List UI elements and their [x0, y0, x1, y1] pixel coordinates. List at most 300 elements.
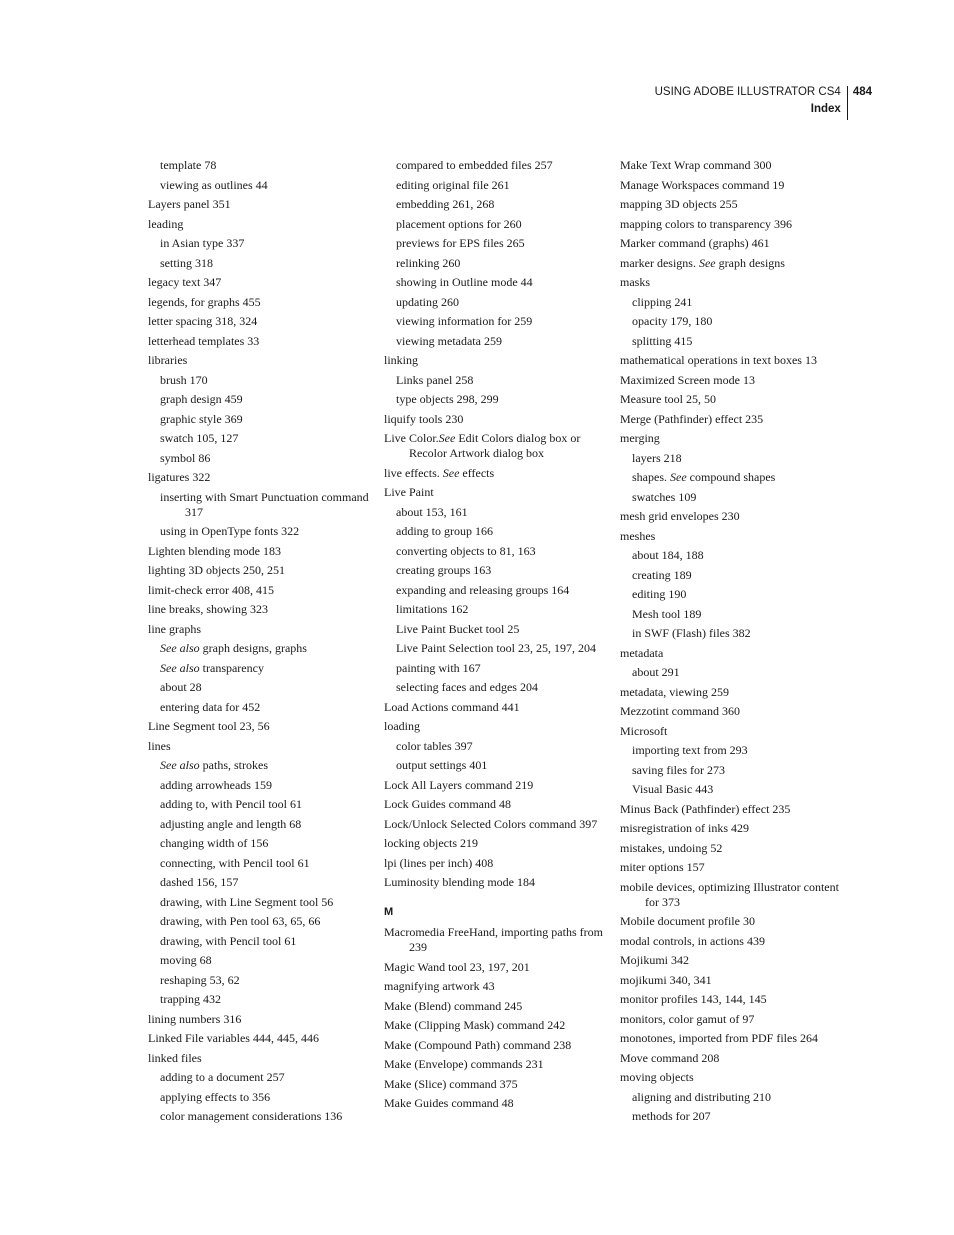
entry-text: mapping colors to transparency 396 [620, 216, 792, 231]
index-entry [620, 431, 840, 446]
index-entry [148, 353, 376, 368]
entry-text: Minus Back (Pathfinder) effect 235 [620, 801, 791, 816]
entry-text: applying effects to 356 [160, 1089, 271, 1104]
index-entry [620, 685, 840, 700]
index-subentry [620, 451, 840, 466]
index-subentry [384, 392, 612, 407]
index-entry [148, 1012, 376, 1027]
index-subentry [384, 314, 612, 329]
entry-text: reshaping 53, 62 [160, 972, 240, 987]
index-entry [148, 295, 376, 310]
index-subentry [384, 758, 612, 773]
index-subentry [620, 626, 840, 641]
entry-text: Mezzotint command 360 [620, 704, 740, 718]
index-entry [384, 1038, 612, 1053]
index-entry [620, 914, 840, 929]
index-letter-heading [384, 905, 612, 920]
index-subentry [148, 392, 376, 407]
entry-text: creating groups 163 [396, 563, 492, 578]
index-subentry [384, 236, 612, 251]
index-subentry [148, 524, 376, 539]
entry-text: magnifying artwork 43 [384, 979, 495, 994]
entry-text: graph designs, graphs [199, 641, 307, 656]
entry-text: lines [148, 738, 171, 753]
index-subentry [148, 1109, 376, 1124]
index-subentry [384, 563, 612, 578]
index-subentry [148, 778, 376, 793]
entry-text: importing text from 293 [632, 743, 748, 757]
index-entry [620, 724, 840, 739]
entry-text: using in OpenType fonts 322 [160, 524, 300, 539]
entry-text: Links panel 258 [396, 372, 474, 387]
index-entry [620, 353, 840, 368]
index-entry [148, 314, 376, 329]
index-subentry [148, 836, 376, 851]
entry-text: leading [148, 216, 184, 231]
entry-text: metadata, viewing 259 [620, 684, 729, 699]
entry-text: Move command 208 [620, 1050, 720, 1065]
entry-text: lpi (lines per inch) 408 [384, 855, 494, 870]
entry-text: liquify tools 230 [384, 411, 464, 426]
entry-text: relinking 260 [396, 255, 461, 270]
entry-text: adjusting angle and length 68 [160, 816, 302, 831]
entry-text: meshes [620, 528, 656, 543]
entry-text: libraries [148, 353, 188, 367]
index-entry [620, 217, 840, 232]
entry-text: mistakes, undoing 52 [620, 840, 723, 855]
index-entry [620, 821, 840, 836]
entry-text: compound shapes [686, 470, 776, 484]
index-subentry [384, 641, 612, 656]
index-entry [384, 431, 612, 461]
index-subentry [620, 665, 840, 680]
see-reference: See [442, 465, 460, 480]
entry-text: Merge (Pathfinder) effect 235 [620, 411, 764, 426]
entry-prefix: shapes. [632, 470, 670, 484]
index-entry [384, 353, 612, 368]
index-entry [620, 992, 840, 1007]
index-entry [384, 485, 612, 500]
entry-text: locking objects 219 [384, 836, 478, 851]
index-subentry [148, 451, 376, 466]
index-subentry [620, 548, 840, 563]
index-subentry [384, 622, 612, 637]
index-entry [620, 934, 840, 949]
entry-text: line graphs [148, 621, 201, 636]
index-subentry [384, 256, 612, 271]
entry-prefix: live effects. [384, 465, 443, 480]
index-entry [384, 856, 612, 871]
entry-text: moving objects [620, 1070, 694, 1085]
index-subentry [384, 158, 612, 173]
index-entry [148, 334, 376, 349]
entry-text: Lock All Layers command 219 [384, 777, 534, 792]
index-entry [620, 953, 840, 968]
entry-text: adding to, with Pencil tool 61 [160, 797, 302, 812]
entry-text: Live Paint [384, 485, 434, 500]
entry-text: mathematical operations in text boxes 13 [620, 353, 817, 367]
entry-text: line breaks, showing 323 [148, 602, 268, 617]
entry-text: swatch 105, 127 [160, 431, 239, 445]
entry-prefix: Live Color. [384, 431, 439, 445]
entry-text: Lock/Unlock Selected Colors command 397 [384, 816, 598, 831]
entry-text: legacy text 347 [148, 275, 222, 289]
index-subentry [384, 373, 612, 388]
entry-text: Linked File variables 444, 445, 446 [148, 1031, 319, 1046]
entry-text: letterhead templates 33 [148, 333, 260, 348]
entry-text: monitor profiles 143, 144, 145 [620, 992, 767, 1007]
index-entry [384, 778, 612, 793]
index-entry [384, 979, 612, 994]
index-subentry [620, 568, 840, 583]
index-entry [620, 236, 840, 251]
page-header [655, 84, 872, 120]
document-title: USING ADOBE ILLUSTRATOR CS4 [654, 86, 841, 98]
entry-text: in SWF (Flash) files 382 [632, 626, 751, 640]
entry-text: about 153, 161 [396, 504, 468, 519]
page-number: 484 [852, 86, 872, 98]
see-reference: See also [160, 660, 200, 675]
index-subentry [620, 607, 840, 622]
entry-text: masks [620, 275, 650, 289]
index-subentry [384, 661, 612, 676]
entry-text: Make (Compound Path) command 238 [384, 1037, 572, 1052]
entry-text: adding arrowheads 159 [160, 777, 272, 792]
index-subentry [384, 524, 612, 539]
index-subentry [148, 373, 376, 388]
index-entry [384, 960, 612, 975]
index-subentry [620, 782, 840, 797]
entry-text: dashed 156, 157 [160, 875, 239, 890]
entry-text: converting objects to 81, 163 [396, 543, 536, 558]
entry-text: lighting 3D objects 250, 251 [148, 563, 285, 578]
entry-text: selecting faces and edges 204 [396, 680, 538, 695]
index-subentry [148, 1090, 376, 1105]
entry-text: mapping 3D objects 255 [620, 197, 738, 211]
entry-text: Make (Blend) command 245 [384, 998, 523, 1013]
index-subentry [384, 544, 612, 559]
index-subentry [384, 602, 612, 617]
index-subentry [620, 470, 840, 485]
entry-text: graphic style 369 [160, 411, 243, 426]
entry-text: swatches 109 [632, 489, 697, 504]
entry-text: merging [620, 431, 660, 445]
entry-text: misregistration of inks 429 [620, 821, 749, 835]
entry-text: Mesh tool 189 [632, 606, 702, 621]
entry-text: Lighten blending mode 183 [148, 543, 281, 558]
index-subentry [148, 914, 376, 929]
index-entry [620, 412, 840, 427]
entry-text: Live Paint Selection tool 23, 25, 197, 204 [396, 641, 596, 656]
index-entry [384, 1057, 612, 1072]
entry-text: adding to a document 257 [160, 1070, 285, 1085]
entry-text: graph design 459 [160, 392, 243, 406]
entry-text: methods for 207 [632, 1109, 711, 1124]
index-entry [620, 704, 840, 719]
index-subentry [148, 680, 376, 695]
index-entry [620, 509, 840, 524]
index-entry [148, 602, 376, 617]
index-entry [148, 563, 376, 578]
entry-text: previews for EPS files 265 [396, 236, 525, 250]
index-subentry [384, 334, 612, 349]
entry-text: setting 318 [160, 255, 213, 270]
index-entry [620, 973, 840, 988]
index-entry [148, 739, 376, 754]
entry-text: mesh grid envelopes 230 [620, 509, 740, 523]
index-subentry [384, 505, 612, 520]
index-subentry [384, 583, 612, 598]
index-entry [384, 700, 612, 715]
entry-text: adding to group 166 [396, 524, 493, 539]
entry-text: template 78 [160, 158, 217, 172]
index-entry [148, 719, 376, 734]
entry-text: clipping 241 [632, 294, 693, 309]
entry-text: aligning and distributing 210 [632, 1089, 771, 1104]
entry-text: about 291 [632, 665, 680, 679]
index-entry [620, 373, 840, 388]
entry-text: Macromedia FreeHand, importing paths from 239 [384, 924, 603, 955]
index-entry [384, 999, 612, 1014]
entry-text: monotones, imported from PDF files 264 [620, 1031, 818, 1046]
index-entry [620, 178, 840, 193]
index-subentry [620, 490, 840, 505]
index-entry [384, 817, 612, 832]
entry-text: Maximized Screen mode 13 [620, 372, 755, 387]
entry-text: brush 170 [160, 372, 208, 387]
index-entry [620, 646, 840, 661]
index-subentry [148, 431, 376, 446]
index-subentry [148, 1070, 376, 1085]
entry-text: placement options for 260 [396, 216, 522, 231]
index-entry [384, 466, 612, 481]
entry-text: viewing as outlines 44 [160, 177, 268, 192]
entry-text: editing 190 [632, 587, 687, 601]
index-entry [620, 880, 840, 910]
index-subentry [384, 739, 612, 754]
entry-text: ligatures 322 [148, 470, 211, 484]
entry-text: changing width of 156 [160, 836, 269, 851]
index-entry [620, 1051, 840, 1066]
entry-text: in Asian type 337 [160, 236, 245, 250]
index-entry [148, 470, 376, 485]
entry-text: M [384, 906, 394, 919]
index-entry [384, 1077, 612, 1092]
entry-text: Microsoft [620, 723, 668, 738]
entry-text: Make (Clipping Mask) command 242 [384, 1018, 566, 1033]
entry-text: expanding and releasing groups 164 [396, 582, 570, 597]
index-entry [384, 1018, 612, 1033]
entry-text: transparency [199, 660, 264, 675]
entry-text: modal controls, in actions 439 [620, 933, 765, 948]
entry-text: legends, for graphs 455 [148, 294, 261, 309]
index-subentry [148, 412, 376, 427]
index-column-1 [148, 158, 376, 1129]
entry-text: inserting with Smart Punctuation command 317 [160, 489, 369, 519]
index-subentry [148, 641, 376, 656]
index-subentry [620, 314, 840, 329]
entry-text: drawing, with Pen tool 63, 65, 66 [160, 914, 321, 929]
entry-text: Make (Envelope) commands 231 [384, 1057, 544, 1072]
index-subentry [384, 217, 612, 232]
index-entry [148, 197, 376, 212]
entry-text: connecting, with Pencil tool 61 [160, 855, 310, 870]
entry-text: symbol 86 [160, 450, 211, 465]
index-entry [148, 544, 376, 559]
index-subentry [148, 700, 376, 715]
index-subentry [620, 587, 840, 602]
entry-text: loading [384, 719, 420, 734]
see-reference: See [670, 470, 687, 484]
index-entry [620, 529, 840, 544]
entry-text: Edit Colors dialog box or Recolor Artwork dialog box [409, 431, 581, 461]
index-subentry [620, 743, 840, 758]
entry-text: lining numbers 316 [148, 1011, 242, 1026]
entry-text: viewing information for 259 [396, 314, 533, 328]
index-entry [620, 841, 840, 856]
index-entry [384, 836, 612, 851]
entry-text: trapping 432 [160, 992, 221, 1007]
index-entry [620, 197, 840, 212]
index-entry [384, 797, 612, 812]
index-subentry [620, 1090, 840, 1105]
index-subentry [620, 1109, 840, 1124]
entry-text: about 184, 188 [632, 548, 704, 562]
index-column-2 [384, 158, 612, 1116]
index-subentry [148, 934, 376, 949]
entry-text: type objects 298, 299 [396, 392, 499, 406]
index-entry [148, 1051, 376, 1066]
entry-text: Mobile document profile 30 [620, 914, 755, 929]
index-entry [148, 217, 376, 232]
entry-text: Luminosity blending mode 184 [384, 875, 535, 890]
index-entry [620, 860, 840, 875]
entry-text: graph designs [715, 255, 785, 270]
entry-text: linked files [148, 1050, 202, 1065]
index-entry [620, 802, 840, 817]
index-subentry [148, 661, 376, 676]
index-entry [384, 1096, 612, 1111]
see-reference: See [438, 431, 456, 445]
index-entry [384, 875, 612, 890]
entry-text: monitors, color gamut of 97 [620, 1011, 755, 1026]
entry-text: drawing, with Pencil tool 61 [160, 933, 297, 948]
entry-text: limit-check error 408, 415 [148, 582, 274, 597]
entry-text: linking [384, 353, 419, 367]
entry-text: metadata [620, 645, 664, 660]
index-subentry [620, 295, 840, 310]
entry-text: miter options 157 [620, 860, 705, 874]
entry-text: saving files for 273 [632, 762, 725, 777]
entry-text: mobile devices, optimizing Illustrator content for 373 [620, 879, 839, 909]
index-entry [384, 925, 612, 955]
index-subentry [384, 295, 612, 310]
entry-text: output settings 401 [396, 758, 488, 773]
entry-text: about 28 [160, 680, 202, 695]
index-entry [384, 412, 612, 427]
header-text [655, 84, 847, 118]
entry-text: letter spacing 318, 324 [148, 314, 258, 328]
index-entry [148, 275, 376, 290]
entry-text: creating 189 [632, 567, 692, 582]
index-subentry [148, 817, 376, 832]
index-entry [620, 392, 840, 407]
entry-text: entering data for 452 [160, 699, 261, 714]
index-subentry [620, 763, 840, 778]
entry-text: Measure tool 25, 50 [620, 392, 716, 406]
entry-text: updating 260 [396, 294, 459, 309]
section-name: Index [810, 103, 841, 115]
entry-text: paths, strokes [199, 758, 268, 773]
entry-text: mojikumi 340, 341 [620, 972, 712, 987]
see-reference: See [698, 255, 716, 270]
index-entry [620, 1070, 840, 1085]
index-entry [148, 583, 376, 598]
index-subentry [148, 973, 376, 988]
entry-text: painting with 167 [396, 660, 481, 675]
entry-text: Live Paint Bucket tool 25 [396, 621, 520, 636]
entry-text: splitting 415 [632, 333, 693, 348]
entry-text: Manage Workspaces command 19 [620, 177, 785, 192]
entry-text: effects [459, 465, 495, 480]
index-entry [148, 1031, 376, 1046]
index-entry [620, 256, 840, 271]
index-subentry [148, 856, 376, 871]
entry-text: showing in Outline mode 44 [396, 275, 533, 289]
entry-prefix: marker designs. [620, 255, 699, 270]
index-column-3 [620, 158, 840, 1129]
index-subentry [148, 490, 376, 520]
index-subentry [384, 197, 612, 212]
entry-text: compared to embedded files 257 [396, 158, 553, 172]
entry-text: Layers panel 351 [148, 197, 231, 211]
entry-text: Make Guides command 48 [384, 1096, 514, 1111]
entry-text: color tables 397 [396, 738, 473, 753]
index-subentry [148, 797, 376, 812]
entry-text: Visual Basic 443 [632, 782, 714, 796]
entry-text: layers 218 [632, 450, 682, 465]
entry-text: viewing metadata 259 [396, 333, 502, 348]
index-entry [620, 1031, 840, 1046]
entry-text: Make (Slice) command 375 [384, 1076, 518, 1091]
entry-text: embedding 261, 268 [396, 197, 495, 211]
index-subentry [148, 895, 376, 910]
see-reference: See also [160, 641, 200, 656]
index-subentry [384, 275, 612, 290]
entry-text: Load Actions command 441 [384, 699, 520, 714]
entry-text: color management considerations 136 [160, 1109, 343, 1124]
entry-text: editing original file 261 [396, 177, 510, 192]
index-entry [620, 1012, 840, 1027]
index-entry [620, 275, 840, 290]
index-subentry [148, 158, 376, 173]
index-subentry [148, 236, 376, 251]
entry-text: Make Text Wrap command 300 [620, 158, 772, 172]
index-subentry [148, 953, 376, 968]
entry-text: drawing, with Line Segment tool 56 [160, 894, 334, 909]
index-subentry [148, 875, 376, 890]
index-subentry [384, 178, 612, 193]
entry-text: Line Segment tool 23, 56 [148, 719, 270, 734]
entry-text: Magic Wand tool 23, 197, 201 [384, 959, 530, 974]
index-entry [148, 622, 376, 637]
index-subentry [148, 992, 376, 1007]
index-subentry [384, 680, 612, 695]
entry-text: limitations 162 [396, 602, 469, 617]
index-subentry [148, 758, 376, 773]
index-entry [384, 719, 612, 734]
entry-text: Lock Guides command 48 [384, 797, 511, 812]
